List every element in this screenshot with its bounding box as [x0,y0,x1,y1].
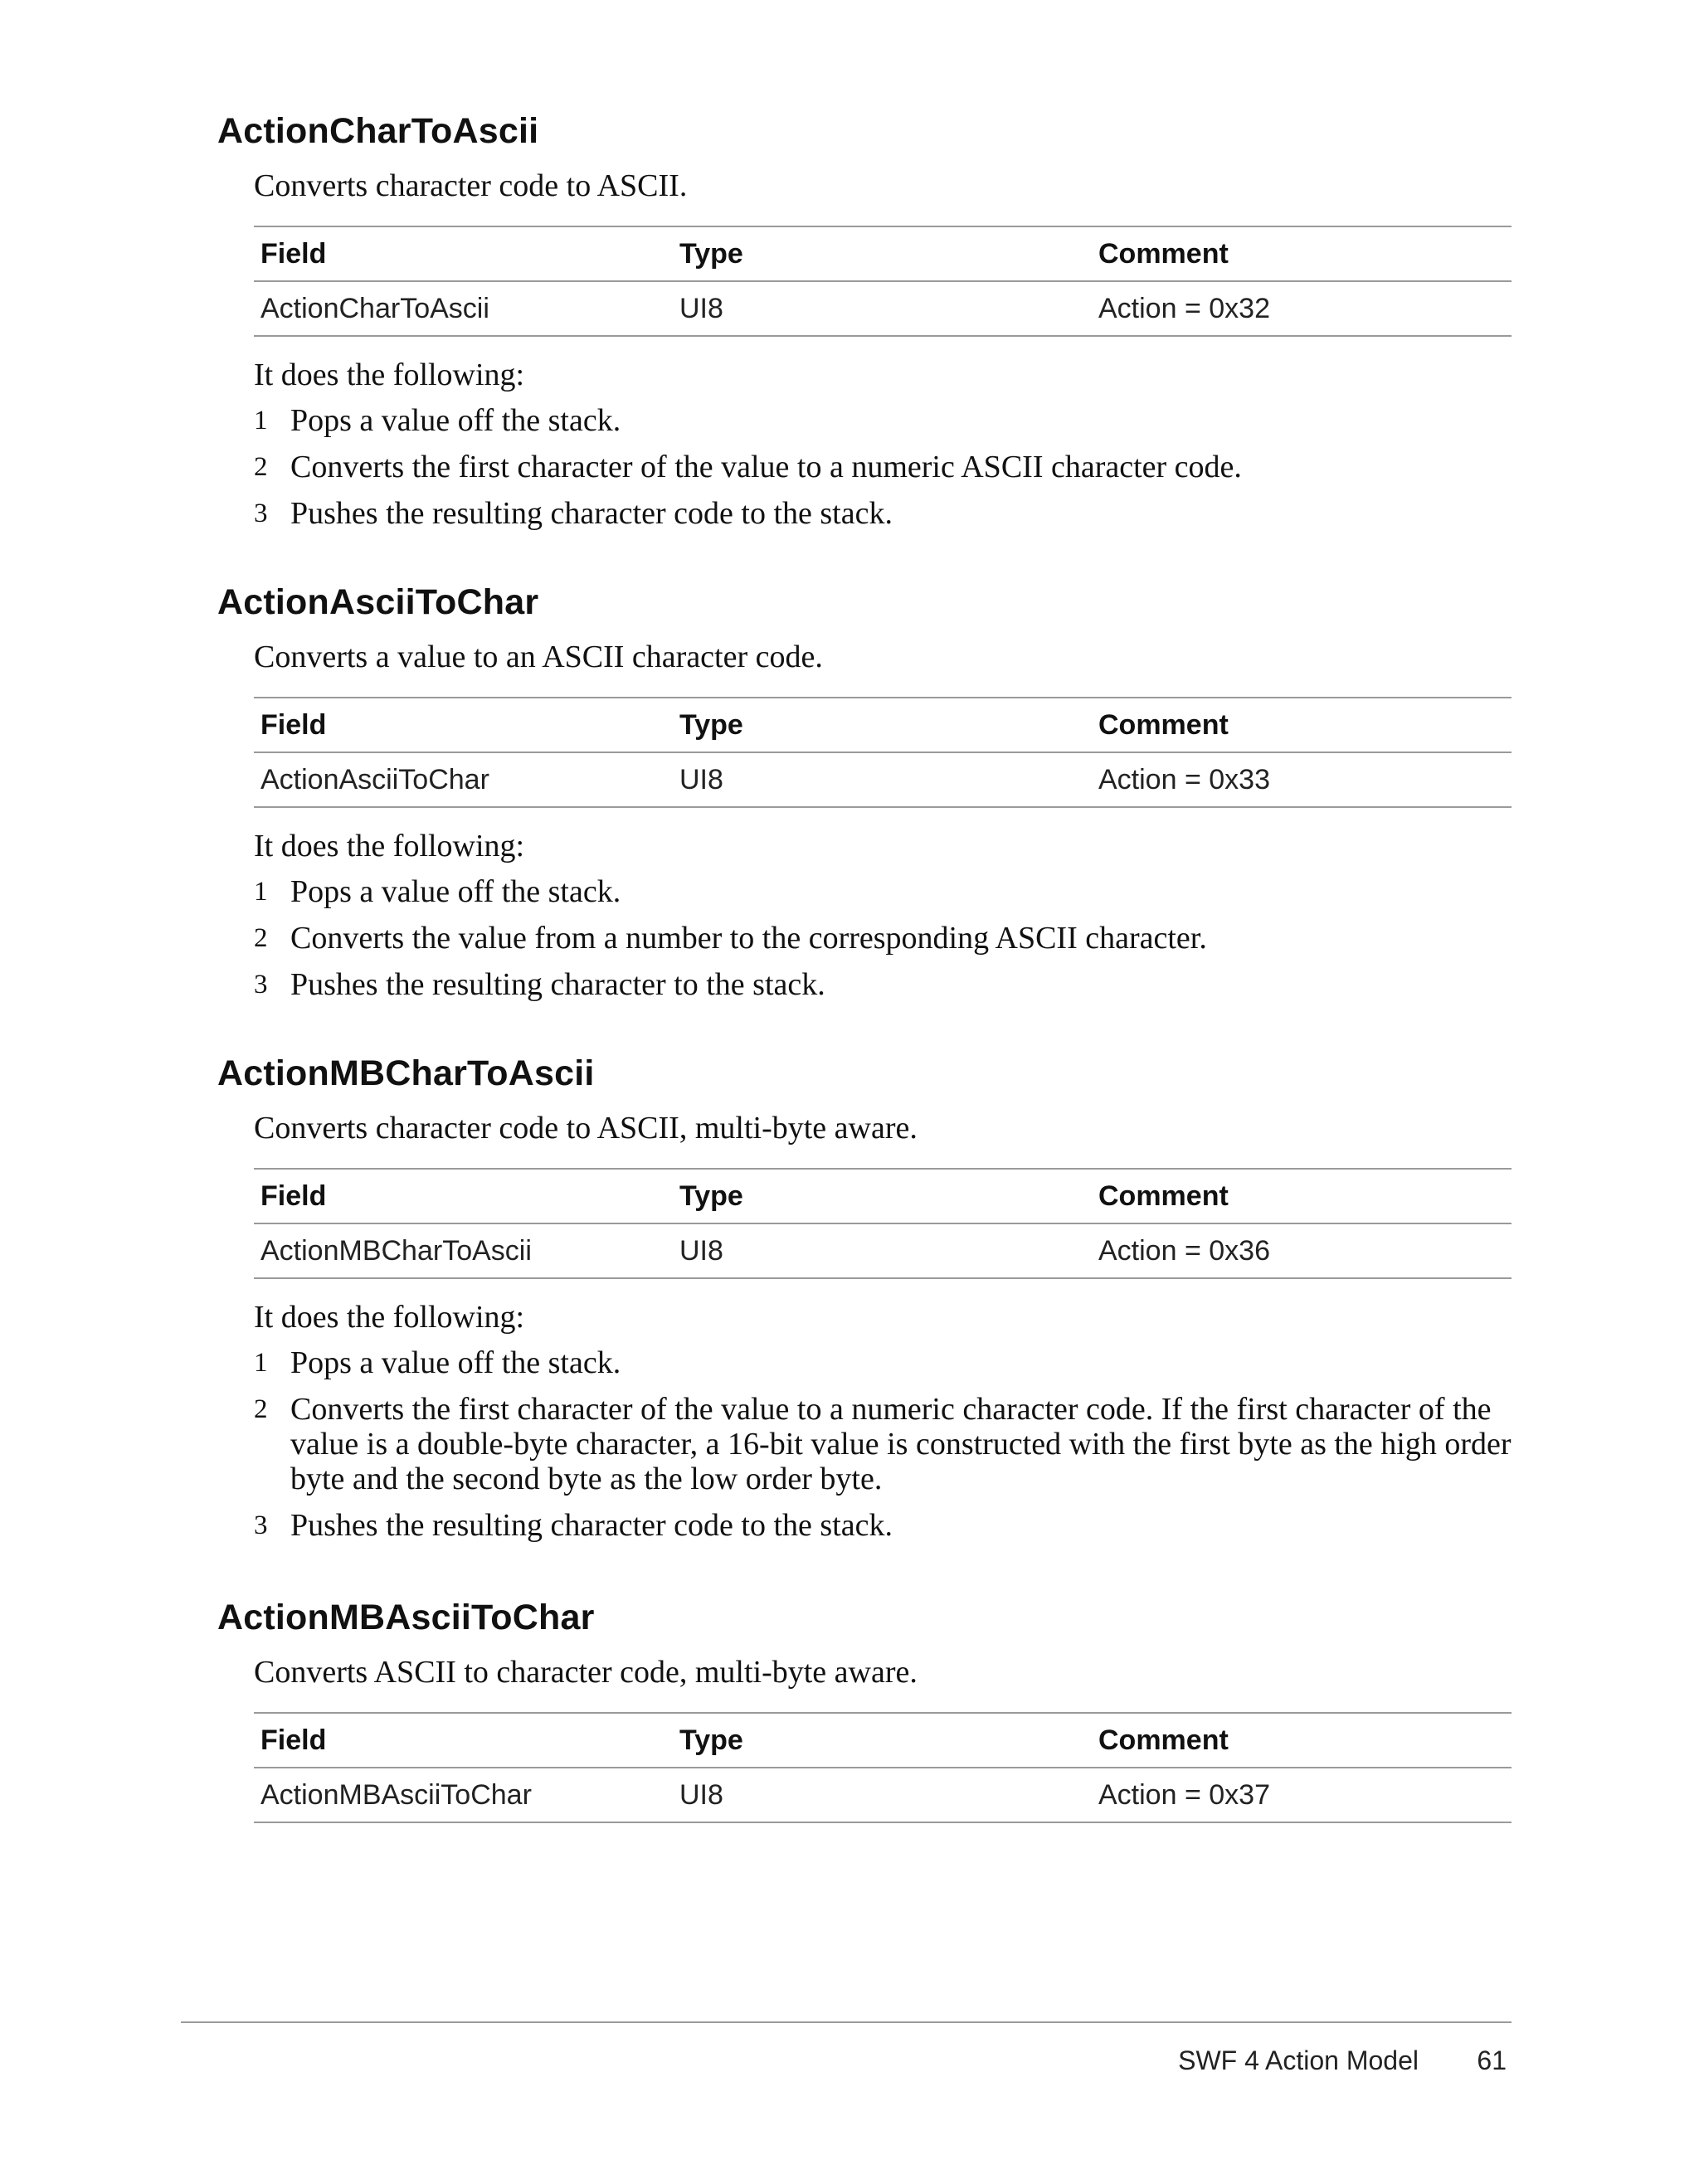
cell-type: UI8 [673,1223,1092,1278]
steps-list [254,1345,1512,1543]
table-row [254,752,1512,807]
step-number: 3 [254,499,268,528]
step-text: Converts the first character of the value to a numeric character code. If the first character of the value is a double-byte character, a 16-bit value is constructed with the first byte as the high order byte and the second byte as the low order byte. [290,1392,1512,1496]
list-item [254,921,1512,956]
cell-field: ActionMBAsciiToChar [254,1768,673,1822]
step-text: Pops a value off the stack. [290,1345,621,1380]
step-number: 1 [254,877,268,907]
section-action-ascii-to-char [217,581,1512,1014]
steps-list [254,874,1512,1002]
cell-field: ActionMBCharToAscii [254,1223,673,1278]
list-item [254,496,1512,531]
section-description: Converts ASCII to character code, multi-byte aware. [254,1655,918,1690]
section-description: Converts character code to ASCII. [254,168,688,203]
cell-type: UI8 [673,281,1092,336]
step-number: 3 [254,1510,268,1540]
field-table [254,226,1512,337]
section-action-mb-ascii-to-char [217,1596,1512,1823]
header-comment: Comment [1092,1169,1512,1223]
step-number: 1 [254,406,268,435]
cell-type: UI8 [673,1768,1092,1822]
section-title: ActionMBAsciiToChar [217,1598,595,1637]
list-item [254,1508,1512,1543]
table-header-row [254,226,1512,281]
step-number: 2 [254,452,268,482]
list-item [254,403,1512,438]
cell-comment: Action = 0x32 [1092,281,1512,336]
field-table [254,1168,1512,1279]
field-table [254,1712,1512,1823]
step-number: 3 [254,970,268,1000]
cell-type: UI8 [673,752,1092,807]
header-comment: Comment [1092,1713,1512,1768]
list-item [254,874,1512,909]
section-description: Converts character code to ASCII, multi-byte aware. [254,1111,918,1146]
steps-list [254,403,1512,531]
header-comment: Comment [1092,226,1512,281]
cell-comment: Action = 0x33 [1092,752,1512,807]
header-field: Field [254,698,673,752]
footer-divider [181,2021,1512,2023]
steps-intro: It does the following: [254,829,525,863]
cell-field: ActionCharToAscii [254,281,673,336]
step-number: 2 [254,1394,268,1424]
list-item [254,1345,1512,1380]
list-item [254,450,1512,484]
header-field: Field [254,1169,673,1223]
table-row [254,281,1512,336]
footer-page-number: 61 [1477,2045,1507,2075]
section-action-char-to-ascii [217,109,1512,542]
step-text: Pushes the resulting character to the stack. [290,967,825,1002]
cell-field: ActionAsciiToChar [254,752,673,807]
cell-comment: Action = 0x36 [1092,1223,1512,1278]
step-text: Pops a value off the stack. [290,403,621,438]
header-type: Type [673,1169,1092,1223]
table-row [254,1223,1512,1278]
cell-comment: Action = 0x37 [1092,1768,1512,1822]
header-field: Field [254,226,673,281]
step-text: Pops a value off the stack. [290,874,621,909]
header-field: Field [254,1713,673,1768]
step-number: 2 [254,923,268,953]
section-action-mb-char-to-ascii [217,1052,1512,1554]
table-header-row [254,698,1512,752]
list-item [254,1392,1512,1496]
section-description: Converts a value to an ASCII character code. [254,640,823,674]
step-text: Pushes the resulting character code to the stack. [290,496,893,531]
table-row [254,1768,1512,1822]
section-title: ActionCharToAscii [217,111,539,151]
step-number: 1 [254,1348,268,1378]
header-type: Type [673,1713,1092,1768]
table-header-row [254,1169,1512,1223]
section-title: ActionMBCharToAscii [217,1053,595,1093]
step-text: Pushes the resulting character code to the stack. [290,1508,893,1543]
header-type: Type [673,698,1092,752]
section-title: ActionAsciiToChar [217,582,539,622]
header-type: Type [673,226,1092,281]
list-item [254,967,1512,1002]
step-text: Converts the first character of the value to a numeric ASCII character code. [290,450,1242,484]
footer-chapter-title: SWF 4 Action Model [1178,2045,1419,2075]
steps-intro: It does the following: [254,1300,525,1335]
field-table [254,697,1512,808]
header-comment: Comment [1092,698,1512,752]
table-header-row [254,1713,1512,1768]
steps-intro: It does the following: [254,358,525,392]
step-text: Converts the value from a number to the corresponding ASCII character. [290,921,1207,956]
